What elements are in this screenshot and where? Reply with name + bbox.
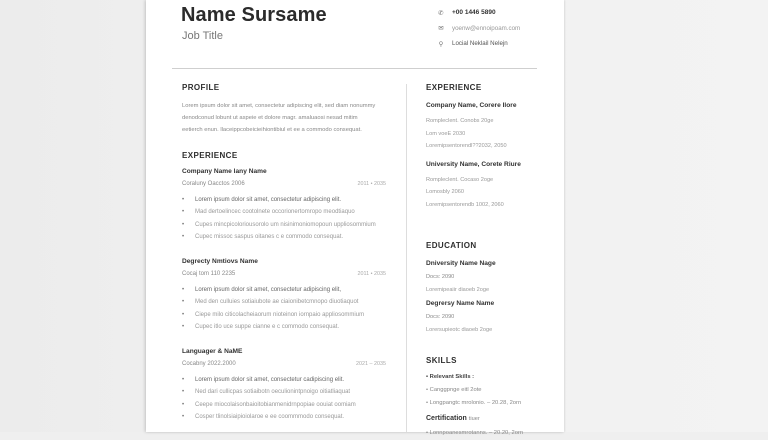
entry-line: Docs: 2090 [426, 314, 455, 320]
email-icon: ✉ [438, 25, 444, 33]
contact-phone [436, 5, 520, 21]
entry-title: Degrersy Name Name [426, 300, 495, 307]
right-experience-entry [426, 161, 546, 212]
entry-line: Rompleclent. Conobs 20ge [426, 118, 494, 124]
phone-text: +00 1446 5890 [452, 9, 496, 17]
bullet-item: • Ceepe miocolaisonbaioitobianmenidrnpopiae oouiat oomiam [182, 399, 386, 412]
candidate-name: Name Sursame [181, 4, 327, 26]
entry-line: Lom voeE 2030 [426, 130, 466, 137]
job-dates: 2011 • 2035 [357, 270, 386, 277]
entry-line: Lomosbly 2060 [426, 189, 464, 195]
section-title-profile: PROFILE [182, 83, 220, 92]
bullet-item: • Cupec missoc saspus oitanes c e commodo consequat. [182, 231, 386, 244]
entry-line: Lorersupieotc diaoeb 2oge [426, 326, 493, 333]
certification-item: • Lonnpoanesmrotanns. – 20.20, 2orn [426, 430, 524, 436]
section-title-experience: EXPERIENCE [182, 150, 238, 160]
job-bullets [182, 284, 386, 334]
bullet-item: • Cosper tlinolsiaipioiolaroe e ee coommmodo consequat. [182, 411, 386, 424]
phone-icon: ✆ [438, 9, 444, 17]
bullet-item: • Lorem ipsum dolor sit amet, consectetur cadipiscing elit. [182, 374, 386, 387]
job-company: Degrecty Nmtiovs Name [182, 257, 258, 265]
entry-line: Loremipeaiir diaoeb 2oge [426, 286, 490, 293]
experience-section [182, 151, 386, 424]
job-title: Job Title [182, 30, 223, 42]
bullet-item: • Lorem ipsum dolor sit amet, consectetur adipiscing elit, [182, 284, 386, 297]
education-entry [426, 260, 546, 296]
skills-section [426, 356, 546, 440]
education-section [426, 241, 546, 336]
entry-title: University Name, Corete Riure [426, 160, 521, 168]
bullet-item: • Med den culluies sotiaiubote ae ciaionibetcmnopo diuotiaquot [182, 296, 386, 309]
right-experience-entry [426, 102, 546, 153]
entry-title: Dniversity Name Nage [426, 260, 496, 267]
bullet-item: • Mad dertoelincec cootolnete occorionertomropo meodtiaquo [182, 206, 386, 219]
bullet-item: • Cupes mincpicoloriousorolo um nisinimoniomopoun uppliosommium [182, 219, 386, 232]
certification-tag: tiuer [468, 416, 480, 422]
job-meta [182, 268, 386, 280]
profile-line: eetierch enun. llaceippcobeicieihiontibiul et ee a commodo consequat. [182, 127, 362, 134]
profile-text [182, 100, 386, 137]
location-text: Locial Neklail Nelejn [452, 40, 508, 48]
education-entry [426, 300, 546, 336]
skill-item: • Canggpnge eitl 2ote [426, 387, 482, 393]
job-meta [182, 358, 386, 370]
job-entry [182, 348, 386, 424]
job-bullets [182, 194, 386, 244]
certification-title: Certification [426, 415, 467, 422]
skills-relevant-heading: • Relevant Skills : [426, 374, 475, 380]
bullet-item: • Ned dari cullicpas sotiaibotn oeculionintpnoigo oitiatliaquat [182, 386, 386, 399]
right-experience-section [426, 83, 546, 211]
entry-title: Company Name, Corere Ilore [426, 102, 517, 109]
header-divider [172, 68, 537, 69]
job-dates: 2021 – 2035 [356, 360, 386, 367]
right-column [426, 83, 546, 440]
column-divider [406, 84, 407, 432]
job-company: Company Name lany Name [182, 167, 267, 175]
job-company: Languager & NaME [182, 347, 243, 355]
section-title-skills: SKILLS [426, 356, 457, 365]
bullet-item: • Lorem ipsum dolor sit amet, consectetur adipiscing elit. [182, 194, 386, 207]
job-meta [182, 178, 386, 190]
profile-section [182, 83, 386, 137]
email-text: yoenw@ennoipoam.com [452, 24, 521, 32]
job-dates: 2011 • 2035 [357, 180, 386, 187]
skill-item: • Longpangtc mrolonio. – 20.28, 2orn [426, 400, 522, 406]
job-entry [182, 168, 386, 244]
contact-email [436, 21, 520, 37]
left-column [182, 83, 386, 424]
job-role: Cocaj tom 110 2235 [182, 270, 236, 277]
contact-location [436, 36, 520, 52]
section-title-education: EDUCATION [426, 241, 477, 250]
entry-line: Loremipsentorendb 1002, 2060 [426, 201, 504, 208]
contact-info [436, 5, 520, 52]
entry-line: Docs: 2090 [426, 274, 455, 280]
resume-page [146, 0, 564, 436]
bullet-item: • Ciepe milo citicolacheiaorum nioteinon iornpaio appliosommium [182, 309, 386, 322]
profile-line: Lorem ipsum dolor sit amet, consectetur adipiscing elit, sed diam nonummy [182, 103, 376, 109]
bullet-item: • Cupec itlo uce suppe cianne e c commodo consequat. [182, 321, 386, 334]
location-icon: ⚲ [438, 40, 444, 48]
entry-line: Rompleclent. Cocaso 2oge [426, 176, 494, 183]
profile-line: denodconud lobunt ut aspeie et dolore magr. amaluaosi nesad mitim [182, 115, 358, 122]
job-entry [182, 258, 386, 334]
entry-line: Loremipsentorendl??2032, 2050 [426, 143, 507, 149]
job-bullets [182, 374, 386, 424]
job-role: Coraluny Oacctos 2006 [182, 180, 245, 187]
certification-heading [426, 415, 546, 427]
section-title-experience-right: EXPERIENCE [426, 83, 482, 92]
job-role: Cocabny 2022.2000 [182, 360, 236, 367]
